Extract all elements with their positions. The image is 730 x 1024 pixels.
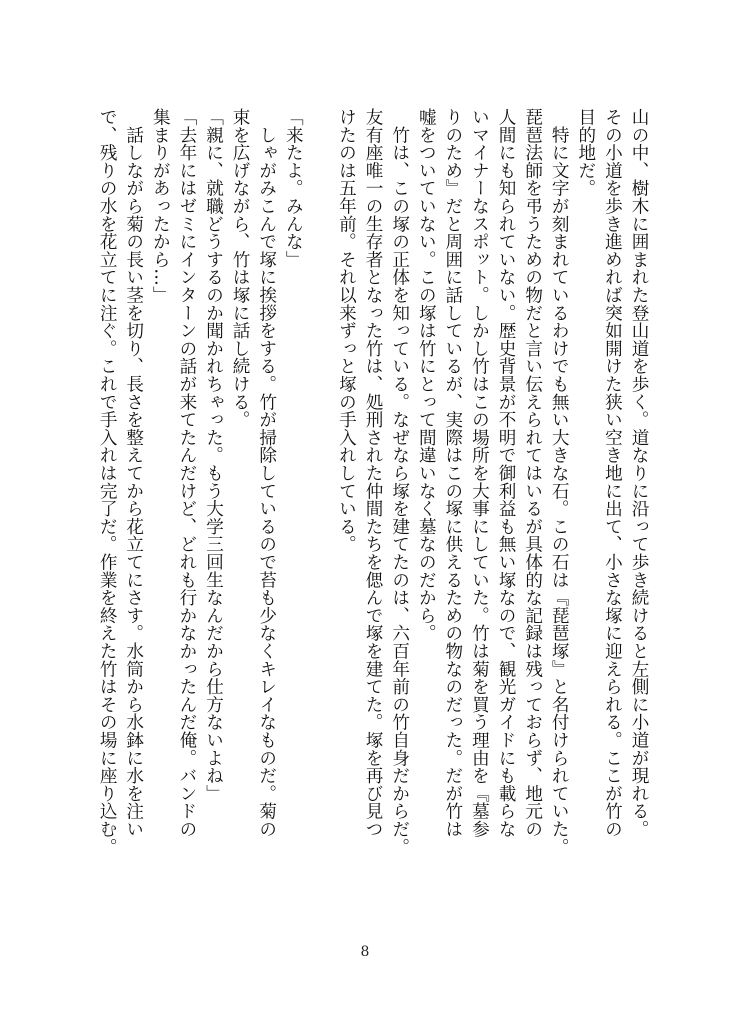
text-line: 嘘をついていない。この塚は竹にとって間違いなく墓なのだから。 (416, 108, 437, 642)
text-line: 集まりがあったから…」 (150, 108, 171, 304)
text-line: 友有座唯一の生存者となった竹は、処刑された仲間たちを偲んで塚を建てた。塚を再び見つ (363, 108, 384, 838)
blank-line (306, 108, 333, 898)
text-line: 人間にも知られていない。歴史背景が不明で御利益も無い塚なので、観光ガイドにも載らな (496, 108, 517, 838)
vertical-text-body (72, 108, 652, 898)
page-number: 8 (360, 944, 370, 960)
text-line: その小道を歩き進めれば突如開けた狭い空き地に出て、小さな塚に迎えられる。ここが竹の (602, 108, 623, 838)
text-line: で、残りの水を花立てに注ぐ。これで手入れは完了だ。作業を終えた竹はその場に座り込む。 (97, 108, 118, 856)
text-line: 目的地だ。 (575, 108, 596, 197)
text-line: しゃがみこんで塚に挨拶をする。竹が掃除しているので苔も少なくキレイなものだ。菊の (256, 108, 277, 838)
text-line: 竹は、この塚の正体を知っている。なぜなら塚を建てたのは、六百年前の竹自身だからだ。 (389, 108, 410, 856)
text-line: 「去年にはゼミにインターンの話が来てたんだけど、どれも行かなかったんだ俺。バンドの (176, 108, 197, 838)
text-line: 「来たよ。みんな」 (283, 108, 304, 269)
text-line: 話しながら菊の長い茎を切り、長さを整えてから花立てにさす。水筒から水鉢に水を注い (123, 108, 144, 838)
text-line: 「親に、就職どうするのか聞かれちゃった。もう大学三回生なんだから仕方ないよね」 (203, 108, 224, 803)
text-line: けたのは五年前。それ以来ずっと塚の手入れしている。 (336, 108, 357, 553)
text-line: 束を広げながら、竹は塚に話し続ける。 (230, 108, 251, 429)
text-line: 琵琶法師を弔うための物だと言い伝えられてはいるが具体的な記録は残っておらず、地元の (522, 108, 543, 838)
text-line: 山の中、樹木に囲まれた登山道を歩く。道なりに沿って歩き続けると左側に小道が現れる。 (629, 108, 649, 838)
text-line: 特に文字が刻まれているわけでも無い大きな石。この石は『琵琶塚』と名付けられていた。 (549, 108, 570, 856)
text-line: いマイナーなスポット。しかし竹はこの場所を大事にしていた。竹は菊を買う理由を『墓参 (469, 108, 490, 838)
text-line: りのため』だと周囲に話しているが、実際はこの塚に供えるための物なのだった。だが竹は (442, 108, 463, 838)
